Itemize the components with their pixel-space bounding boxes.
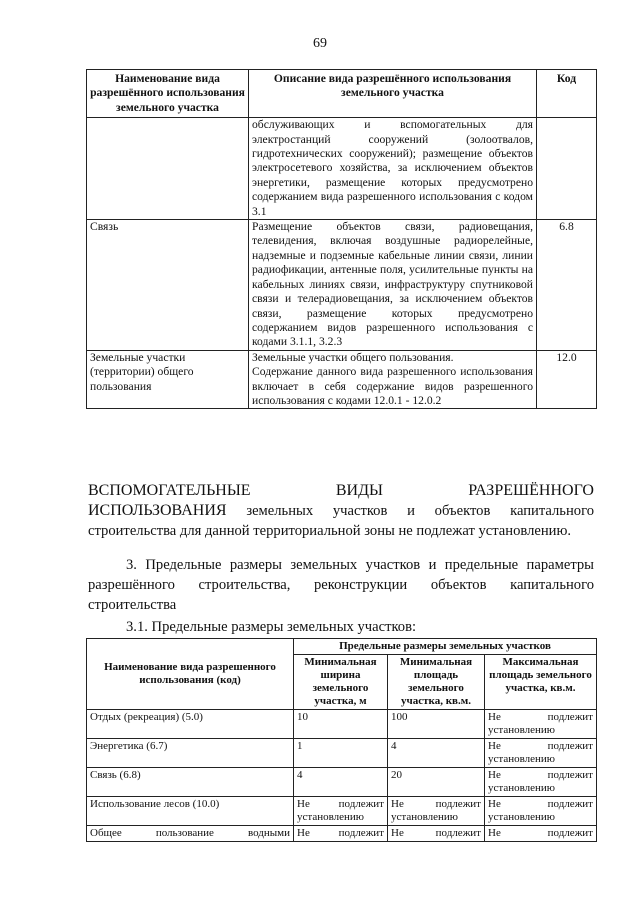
cell-max-area: Не подлежит [485,826,597,842]
description-line: Земельные участки общего пользования. [252,350,454,364]
description-line: Содержание данного вида разрешенного использования включает в себя содержание видов разрешенного использования с кодами 12.0.1 - 12.0.2 [252,365,533,407]
cell-min-width: 10 [294,710,388,739]
table-header-row [87,70,597,118]
word: ВИДЫ [335,482,383,499]
cell-min-area: 100 [388,710,485,739]
cell-max-area: Не подлежит установлению [485,768,597,797]
plot-size-table [86,638,597,842]
table-row [87,220,597,351]
row-name: Энергетика (6.7) [87,739,294,768]
text: земельных участков и объектов капитального [246,503,594,519]
row-code: 6.8 [537,220,597,351]
header-name: Наименование вида разрешенного использования (код) [87,639,294,710]
header-code: Код [537,70,597,118]
row-name: Использование лесов (10.0) [87,797,294,826]
row-name: Связь (6.8) [87,768,294,797]
row-name: Земельные участки (территории) общего пользования [87,350,249,409]
table-row [87,710,597,739]
paragraph-line [88,481,594,501]
cell-min-width: 1 [294,739,388,768]
row-code [537,118,597,220]
row-code: 12.0 [537,350,597,409]
word: ИСПОЛЬЗОВАНИЯ [88,502,227,519]
cell-min-area: 4 [388,739,485,768]
row-name: Общее пользование водными [87,826,294,842]
header-min-width: Минимальная ширина земельного участка, м [294,655,388,710]
header-description: Описание вида разрешённого использования земельного участка [249,70,537,118]
table-row [87,350,597,409]
row-name: Отдых (рекреация) (5.0) [87,710,294,739]
table-row [87,826,597,842]
table-header-row [87,639,597,655]
header-max-area: Максимальная площадь земельного участка, кв.м. [485,655,597,710]
header-name: Наименование вида разрешённого использования земельного участка [87,70,249,118]
cell-min-width: Не подлежит установлению [294,797,388,826]
cell-min-area: Не подлежит [388,826,485,842]
cell-max-area: Не подлежит установлению [485,797,597,826]
cell-min-area: Не подлежит установлению [388,797,485,826]
word: РАЗРЕШЁННОГО [468,482,594,499]
cell-max-area: Не подлежит установлению [485,710,597,739]
permitted-use-table [86,69,597,409]
word: ВСПОМОГАТЕЛЬНЫЕ [88,482,251,499]
header-group: Предельные размеры земельных участков [294,639,597,655]
table-row [87,797,597,826]
table-row [87,768,597,797]
table-row [87,739,597,768]
section-3-heading: 3. Предельные размеры земельных участков и предельные параметры разрешённого строительства, реконструкции объектов капитального строительства [88,557,594,613]
row-name [87,118,249,220]
row-description [249,350,537,409]
auxiliary-uses-paragraph [88,481,594,541]
row-description: обслуживающих и вспомогательных для электростанций сооружений (золоотвалов, гидротехнических сооружений); размещение объектов электросетевого хозяйства, за исключением объектов энергетики, размещение которых предусмотрено содержанием вида разрешенного использования с кодом 3.1 [249,118,537,220]
cell-min-width: 4 [294,768,388,797]
cell-min-area: 20 [388,768,485,797]
paragraph-line: строительства для данной территориальной зоны не подлежат установлению. [88,523,572,539]
page-number: 69 [313,36,327,51]
cell-max-area: Не подлежит установлению [485,739,597,768]
paragraph-line [88,501,594,521]
table-row [87,118,597,220]
header-min-area: Минимальная площадь земельного участка, кв.м. [388,655,485,710]
row-name: Связь [87,220,249,351]
row-description: Размещение объектов связи, радиовещания, телевидения, включая воздушные радиорелейные, надземные и подземные кабельные линии связи, линии радиофикации, антенные поля, усилительные пункты на кабельных линиях связи, инфраструктуру спутниковой связи и телерадиовещания, за исключением объектов связи, размещение которых предусмотрено содержанием видов разрешенного использования с кодами 3.1.1, 3.2.3 [249,220,537,351]
cell-min-width: Не подлежит [294,826,388,842]
section-3-1-heading: 3.1. Предельные размеры земельных участков: [126,619,417,635]
